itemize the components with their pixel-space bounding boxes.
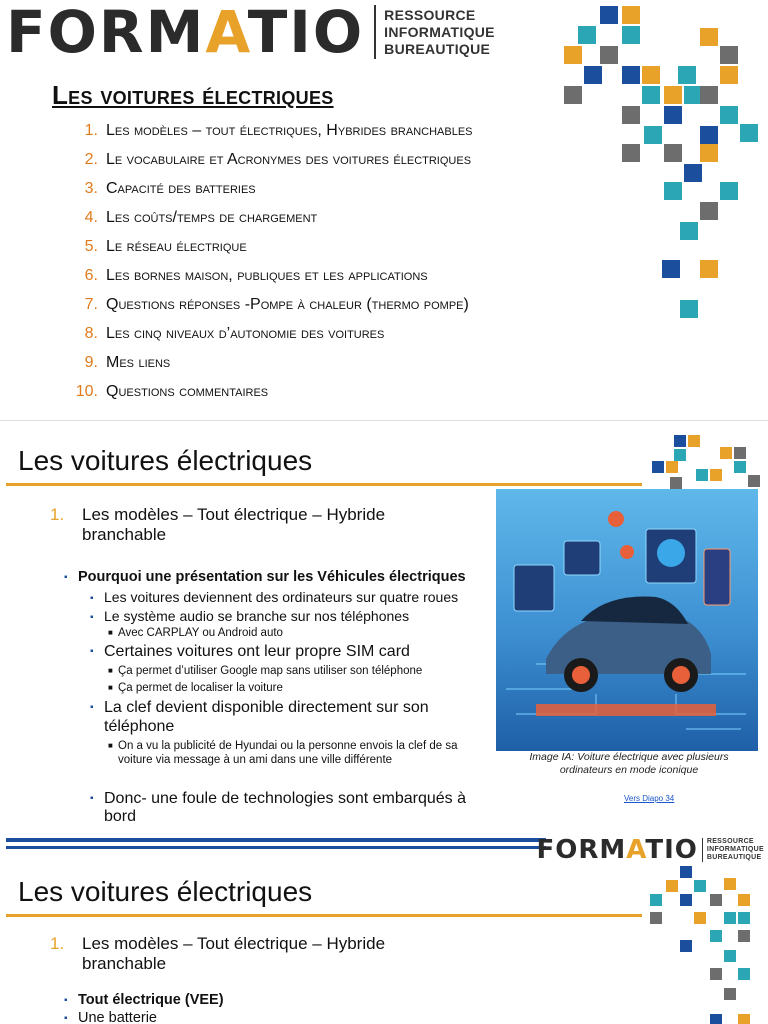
slide-3 <box>0 834 768 1024</box>
title-underline <box>6 483 642 486</box>
logo-tagline: RESSOURCE INFORMATIQUE BUREAUTIQUE <box>706 838 764 861</box>
slide-1 <box>0 0 768 412</box>
sub-bullet-item: ■ Ça permet de localiser la voiture <box>108 682 283 694</box>
bullet-item: ▪ Certaines voitures ont leur propre SIM card <box>90 643 410 660</box>
slide-1-title: Les voitures électriques <box>52 80 334 110</box>
logo-wordmark: FORMATIO <box>6 0 365 66</box>
toc-item: 1. Les modèles – tout électriques, Hybrides branchables <box>84 122 473 139</box>
bullet-item: ▪ Une batterie <box>64 1010 157 1024</box>
pixel-decoration <box>560 4 768 334</box>
toc-item: 4. Les coûts/temps de chargement <box>84 209 318 226</box>
slide-2 <box>0 420 768 831</box>
bullet-heading: ▪ Pourquoi une présentation sur les Véhicules électriques <box>64 569 466 585</box>
title-underline <box>6 914 642 917</box>
sub-bullet-item: ■ On a vu la publicité de Hyundai ou la personne envois la clef de sa voiture via message à un ami dans une ville différente <box>108 740 458 767</box>
vers-diapo-link[interactable]: Vers Diapo 34 <box>624 794 675 803</box>
header-bar <box>6 846 546 849</box>
formatio-logo <box>6 0 495 66</box>
sub-bullet-item: ■ Avec CARPLAY ou Android auto <box>108 627 283 639</box>
toc-item: 10. Questions commentaires <box>75 383 269 400</box>
logo-wordmark: FORMATIO <box>536 835 698 865</box>
bullet-item: ▪ Donc- une foule de technologies sont embarqués à bord <box>90 790 467 826</box>
ai-car-image <box>496 489 758 751</box>
image-caption: Image IA: Voiture électrique avec plusieurs ordinateurs en mode iconique <box>529 751 729 776</box>
formatio-logo <box>536 836 764 864</box>
toc-item: 8. Les cinq niveaux d’autonomie des voitures <box>84 325 385 342</box>
pixel-decoration <box>640 864 768 1024</box>
sub-bullet-item: ■ Ça permet d’utiliser Google map sans utiliser son téléphone <box>108 665 423 677</box>
pixel-decoration <box>640 431 768 491</box>
bullet-item: ▪ La clef devient disponible directement sur son téléphone <box>90 699 429 736</box>
bullet-item: ▪ Le système audio se branche sur nos téléphones <box>90 608 410 624</box>
logo-divider <box>374 5 376 59</box>
slide-3-title: Les voitures électriques <box>18 876 313 907</box>
section-heading: 1. Les modèles – Tout électrique – Hybride branchable <box>50 505 386 544</box>
toc-item: 2. Le vocabulaire et Acronymes des voitures électriques <box>84 151 472 168</box>
table-of-contents <box>60 122 473 412</box>
header-bar <box>6 838 546 842</box>
slide-2-title: Les voitures électriques <box>18 445 313 476</box>
toc-item: 7. Questions réponses -Pompe à chaleur (thermo pompe) <box>84 296 469 313</box>
toc-item: 5. Le réseau électrique <box>84 238 247 255</box>
logo-tagline: RESSOURCE INFORMATIQUE BUREAUTIQUE <box>384 6 495 57</box>
section-heading: 1. Les modèles – Tout électrique – Hybride branchable <box>50 934 386 973</box>
logo-divider <box>702 838 703 862</box>
car-illustration <box>496 489 758 751</box>
toc-item: 6. Les bornes maison, publiques et les applications <box>84 267 428 284</box>
toc-item: 9. Mes liens <box>84 354 171 371</box>
toc-item: 3. Capacité des batteries <box>84 180 256 197</box>
bullet-heading: ▪ Tout électrique (VEE) <box>64 992 224 1008</box>
bullet-item: ▪ Les voitures deviennent des ordinateurs sur quatre roues <box>90 589 459 605</box>
